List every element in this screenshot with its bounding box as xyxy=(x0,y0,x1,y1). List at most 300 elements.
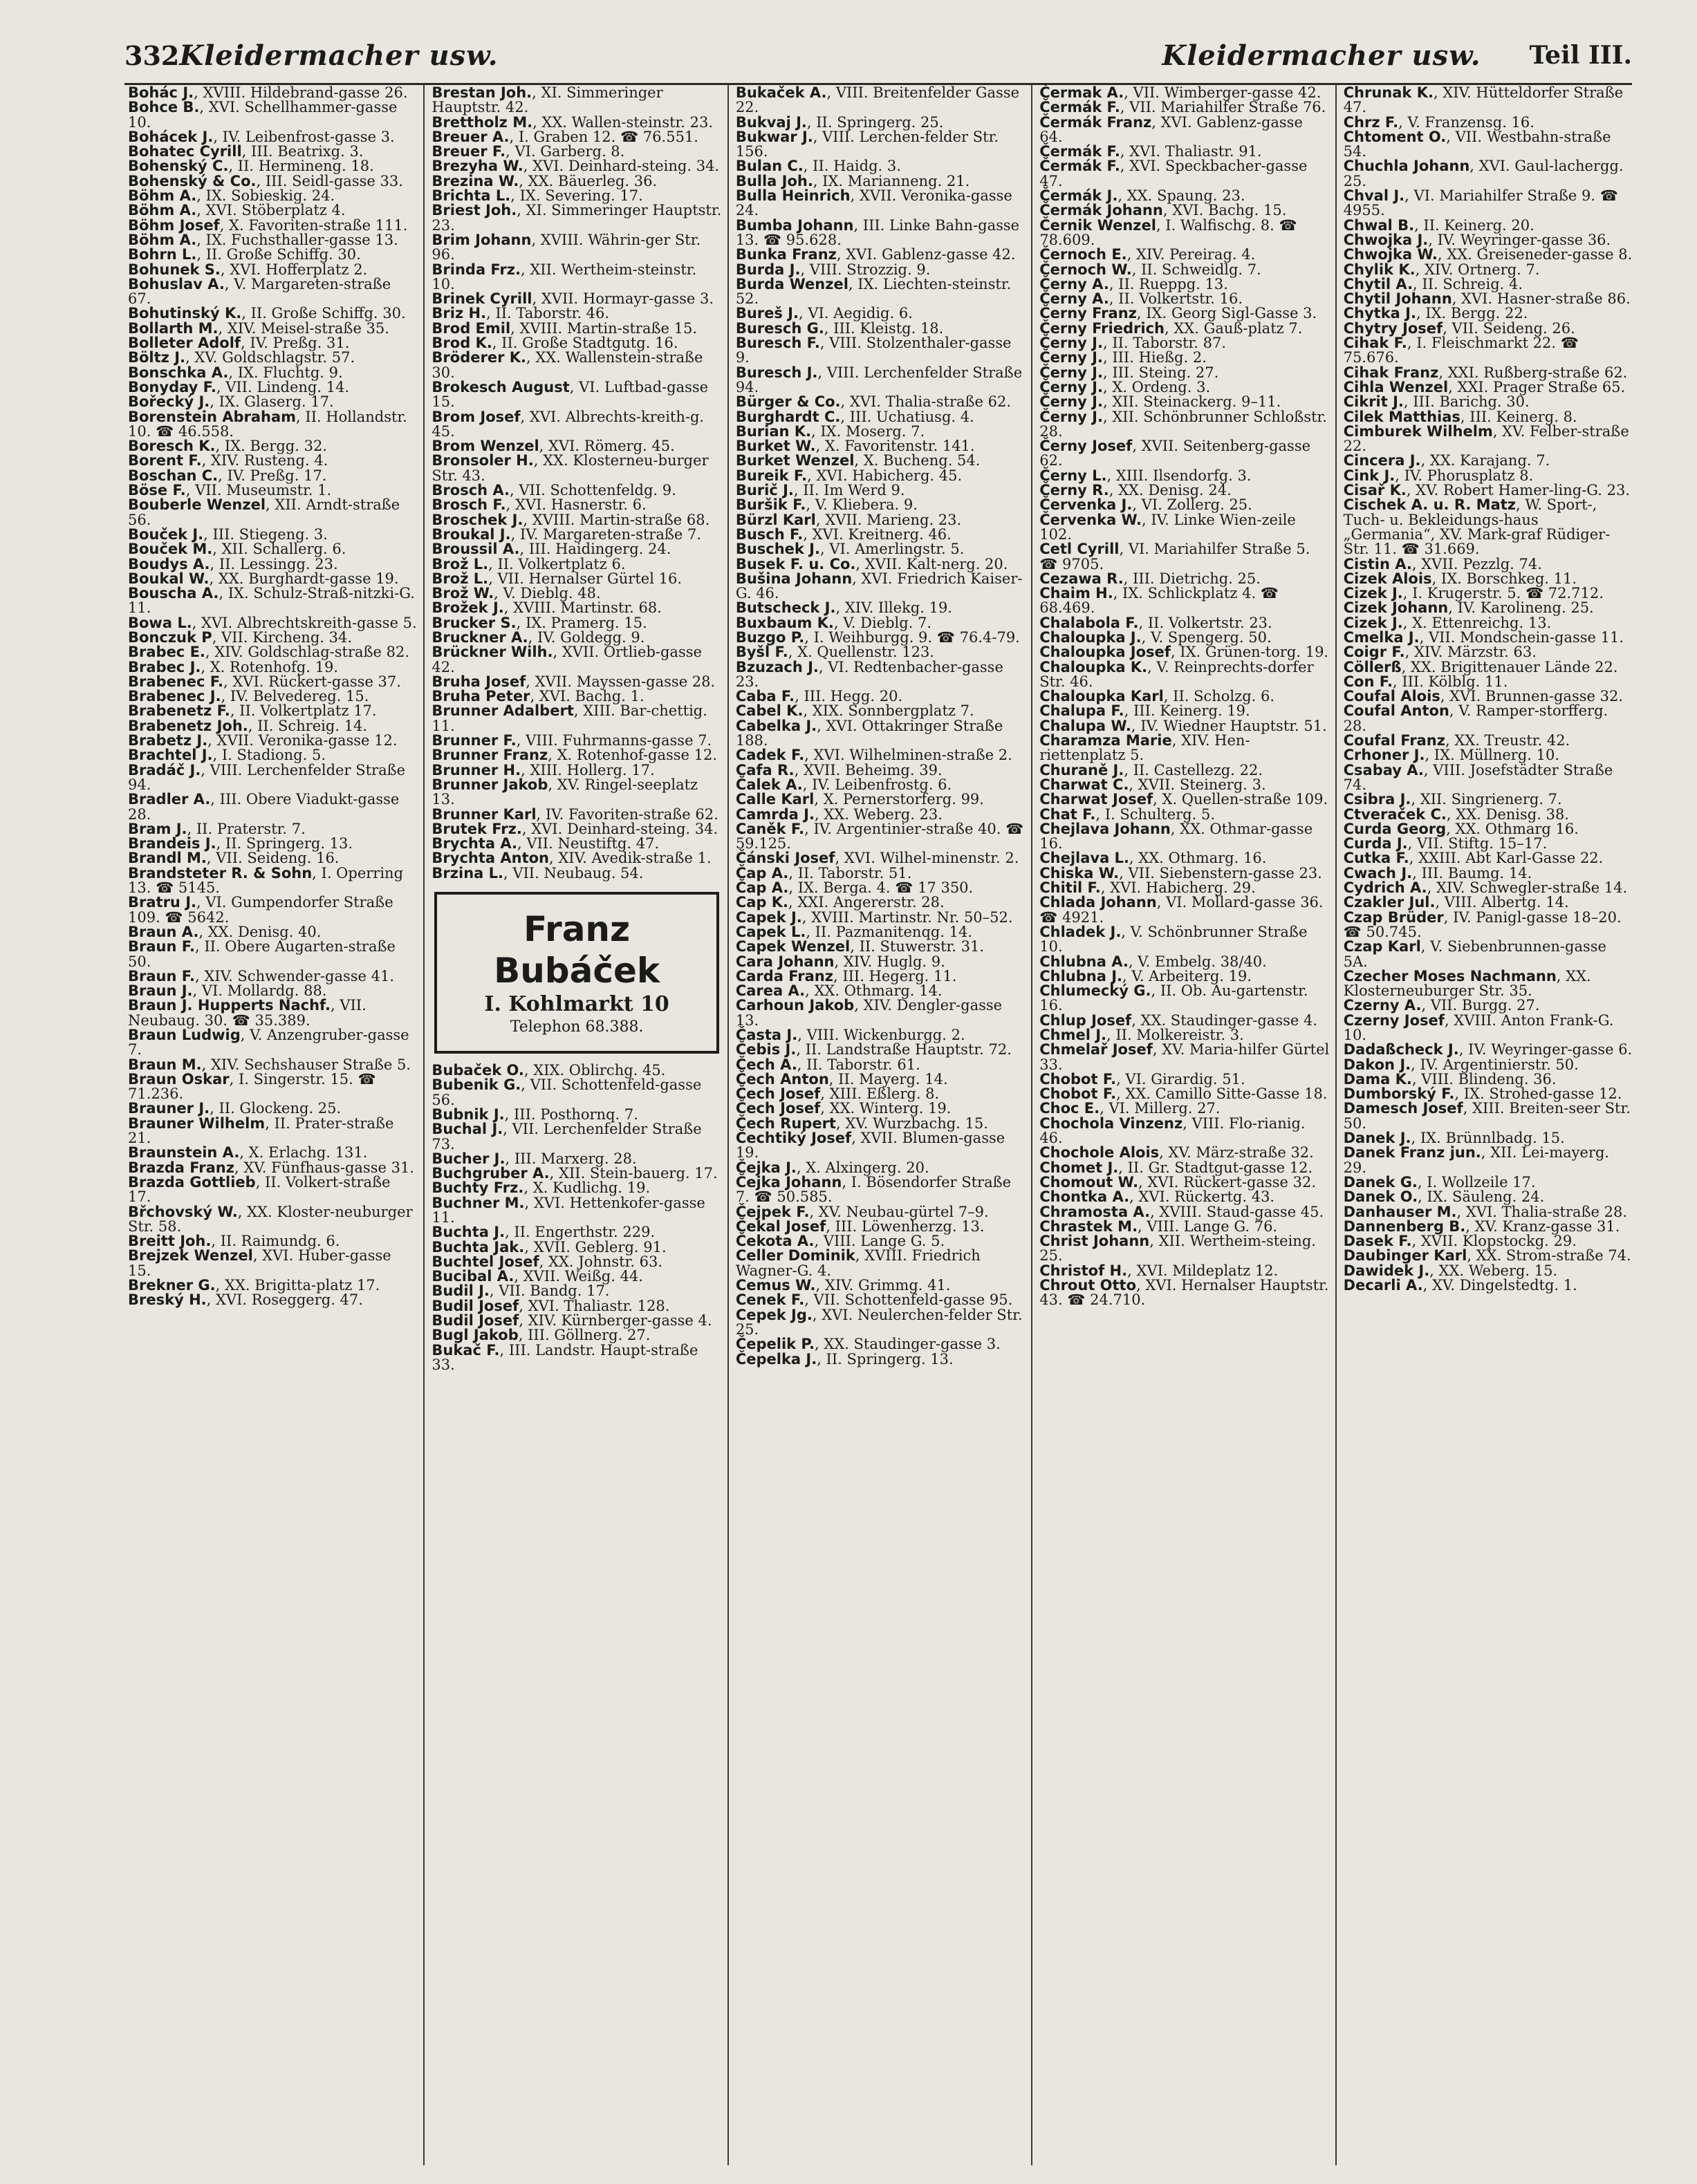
entry-name: Bratru J. xyxy=(128,894,196,911)
entry-name: Čermak A. xyxy=(1039,84,1124,101)
directory-entry xyxy=(432,86,721,115)
entry-name: Cimburek Wilhelm xyxy=(1343,422,1493,440)
entry-address: , XXIII. Abt Karl-Gasse 22. xyxy=(1409,850,1604,867)
entry-name: Bradáč J. xyxy=(128,761,201,778)
directory-entry xyxy=(736,263,1026,277)
entry-name: Chuchla Johann xyxy=(1343,158,1470,175)
entry-address: , XVIII. Martin-straße 15. xyxy=(510,319,698,337)
entry-name: Braunstein A. xyxy=(128,1144,240,1161)
entry-name: Brejzek Wenzel xyxy=(128,1247,253,1264)
directory-entry xyxy=(128,203,418,218)
directory-entry xyxy=(128,822,418,837)
directory-entry xyxy=(128,100,418,130)
entry-name: Bunka Franz xyxy=(735,246,837,263)
directory-entry xyxy=(1344,1205,1633,1220)
directory-entry xyxy=(1039,1087,1329,1101)
entry-name: Churaně J. xyxy=(1039,761,1124,778)
directory-entry xyxy=(1039,203,1329,218)
entry-address: , X. Favoriten-straße 111. xyxy=(219,216,408,234)
entry-name: Brandeis J. xyxy=(128,835,216,852)
entry-address: , II. Große Stadtgutg. 16. xyxy=(492,335,678,352)
entry-address: , IV. Linke Wien-zeile 102. xyxy=(1039,511,1296,543)
directory-entry xyxy=(736,866,1026,881)
entry-address: , XX. Strom-straße 74. xyxy=(1467,1247,1631,1264)
entry-address: , IV. Phorusplatz 8. xyxy=(1395,467,1534,484)
entry-name: Bouček J. xyxy=(128,525,204,543)
entry-name: Buresch J. xyxy=(735,364,818,381)
directory-entry xyxy=(432,513,721,528)
directory-entry xyxy=(128,498,418,528)
entry-address: , VIII. Stolzenthaler-gasse 9. xyxy=(735,335,1012,366)
entry-address: , XVIII. Anton Frank-G. 10. xyxy=(1343,1011,1614,1043)
entry-name: Cihak F. xyxy=(1343,335,1407,352)
entry-address: , X. Ordeng. 3. xyxy=(1102,378,1211,395)
directory-entry xyxy=(1039,439,1329,469)
entry-address: , XX. Brigitta-platz 17. xyxy=(215,1277,380,1294)
directory-entry xyxy=(128,675,418,689)
entry-name: Breský H. xyxy=(128,1291,207,1309)
entry-name: Buchty Frz. xyxy=(432,1179,524,1197)
directory-entry xyxy=(432,336,721,351)
entry-name: Červenka W. xyxy=(1039,511,1142,528)
entry-address: , VI. Mariahilfer Straße 9. ☎ 4955. xyxy=(1343,187,1618,219)
directory-entry xyxy=(128,218,418,233)
entry-name: Böhm Josef xyxy=(128,216,220,234)
directory-entry xyxy=(432,1166,721,1181)
directory-entry xyxy=(1344,1234,1633,1249)
directory-entry xyxy=(1343,1011,1633,1043)
entry-name: Boukal W. xyxy=(128,570,210,587)
directory-entry xyxy=(1344,822,1633,837)
entry-name: Cincera J. xyxy=(1343,452,1421,469)
entry-address: , XX. Greiseneder-gasse 8. xyxy=(1437,246,1633,263)
directory-entry xyxy=(1344,218,1633,233)
entry-name: Brazda Gottlieb xyxy=(128,1173,256,1191)
entry-address: , VII. Hernalser Gürtel 16. xyxy=(488,570,683,587)
directory-entry xyxy=(1039,881,1329,895)
entry-address: , VI. Garberg. 8. xyxy=(506,143,625,160)
directory-entry xyxy=(1039,542,1329,572)
directory-entry xyxy=(735,908,1026,926)
entry-address: , III. Posthornq. 7. xyxy=(504,1105,638,1123)
directory-entry xyxy=(1344,866,1633,881)
entry-name: Bubaček O. xyxy=(432,1062,524,1079)
entry-address: , I. Bösendorfer Straße 7. ☎ 50.585. xyxy=(735,1173,1012,1206)
entry-address: , VIII. Albertg. 14. xyxy=(1435,894,1569,911)
entry-address: , XVI. Deinhard-steing. 34. xyxy=(523,158,720,175)
entry-name: Bubnik J. xyxy=(432,1105,505,1123)
entry-name: Bukač F. xyxy=(432,1341,500,1359)
entry-address: , XVI. Friedrich Kaiser-G. 46. xyxy=(735,570,1023,602)
entry-name: Bušina Johann xyxy=(735,570,853,587)
entry-name: Brückner Wilh. xyxy=(432,644,553,661)
entry-address: , III. Keinerg. 8. xyxy=(1460,408,1577,425)
entry-address: , VIII. Lange G. 76. xyxy=(1138,1217,1278,1235)
entry-name: Bucher J. xyxy=(432,1150,506,1167)
entry-address: , XII. Steinackerg. 9–11. xyxy=(1102,393,1281,411)
entry-name: Charwat C. xyxy=(1039,776,1129,793)
entry-address: , II. Springerg. 13. xyxy=(216,835,353,852)
entry-address: , IV. Belvedereg. 15. xyxy=(221,688,369,705)
entry-name: Čermák J. xyxy=(1039,187,1118,205)
entry-address: , VIII. Josefstädter Straße 74. xyxy=(1343,761,1613,793)
directory-entry xyxy=(128,542,418,557)
entry-name: Brazda Franz xyxy=(128,1159,234,1176)
entry-address: , VI. Mollardg. 88. xyxy=(192,982,327,1000)
column-1 xyxy=(121,84,425,2165)
entry-address: , VII. Westbahn-straße 54. xyxy=(1343,128,1611,160)
directory-entry xyxy=(1039,1205,1329,1220)
entry-name: Breuer F. xyxy=(432,143,506,160)
directory-entry xyxy=(432,1225,721,1240)
directory-entry xyxy=(1039,763,1329,778)
directory-entry xyxy=(128,704,418,718)
running-title-left: Kleidermacher usw. xyxy=(179,39,499,72)
entry-name: Čebis J. xyxy=(735,1041,797,1058)
entry-address: , I. Stadiong. 5. xyxy=(212,747,326,764)
entry-name: Buchta Jak. xyxy=(432,1238,525,1256)
entry-name: Brim Johann xyxy=(432,231,532,248)
directory-entry xyxy=(128,925,418,940)
entry-address: , II. Obere Augarten-straße 50. xyxy=(128,938,396,970)
directory-entry xyxy=(1039,306,1329,321)
entry-address: , XIV. Schwegler-straße 14. xyxy=(1427,879,1628,897)
directory-entry xyxy=(1039,321,1329,336)
entry-address: , IX. Brünnlbadg. 15. xyxy=(1411,1130,1565,1147)
directory-entry xyxy=(736,851,1026,866)
directory-entry xyxy=(736,174,1026,189)
entry-address: , II. Gr. Stadtgut-gasse 12. xyxy=(1118,1159,1313,1176)
entry-address: , XV. Fünfhaus-gasse 31. xyxy=(234,1159,414,1176)
directory-entry xyxy=(128,410,418,440)
directory-entry xyxy=(1343,805,1633,823)
entry-name: Chrout Otto xyxy=(1039,1277,1137,1294)
directory-entry xyxy=(1039,498,1329,512)
entry-address: , XV. Dingelstedtg. 1. xyxy=(1422,1277,1577,1294)
directory-entry xyxy=(432,805,721,823)
entry-address: , XV. Felber-straße 22. xyxy=(1343,422,1629,455)
entry-address: , II. Volkertplatz 17. xyxy=(230,702,377,720)
entry-address: , III. Obere Viadukt-gasse 28. xyxy=(128,791,400,823)
entry-name: Boresch K. xyxy=(128,438,216,455)
directory-entry xyxy=(736,469,1026,483)
entry-name: Calle Karl xyxy=(735,791,815,808)
entry-name: Chytil A. xyxy=(1343,275,1413,292)
entry-address: , XVI. Albrechtskreith-gasse 5. xyxy=(192,614,417,631)
entry-address: , IX. Schlickplatz 4. ☎ 68.469. xyxy=(1039,585,1279,617)
directory-entry xyxy=(128,557,418,572)
entry-address: , X. Alxingerg. 20. xyxy=(796,1159,929,1176)
directory-entry xyxy=(128,1161,418,1175)
directory-entry xyxy=(1344,86,1633,115)
directory-entry xyxy=(128,248,418,262)
entry-address: , XVI. Huber-gasse 15. xyxy=(128,1247,391,1279)
directory-entry xyxy=(432,1122,721,1152)
directory-entry xyxy=(1344,366,1633,380)
entry-name: Bulla Joh. xyxy=(735,172,813,189)
directory-entry xyxy=(432,292,721,306)
entry-name: Cizek J. xyxy=(1343,614,1403,631)
entry-address: , VI. Mariahilfer Straße 5. ☎ 9705. xyxy=(1039,541,1310,572)
directory-entry xyxy=(128,1146,418,1160)
entry-address: , VI. Aegidig. 6. xyxy=(798,305,913,322)
entry-name: Chaloupka K. xyxy=(1039,658,1148,675)
directory-entry xyxy=(128,263,418,277)
entry-name: Cizek J. xyxy=(1343,585,1403,602)
entry-address: , VII. Schottenfeldg. 9. xyxy=(510,482,676,499)
directory-entry xyxy=(432,837,721,851)
directory-entry xyxy=(432,851,721,866)
entry-address: , I. Singerstr. 15. ☎ 71.236. xyxy=(128,1070,376,1103)
entry-name: Carea A. xyxy=(735,982,806,1000)
entry-address: , XII. Schallerg. 6. xyxy=(212,541,346,558)
entry-address: , II. Scholzg. 6. xyxy=(1163,688,1275,705)
directory-entry xyxy=(1344,498,1633,557)
entry-name: Cabel K. xyxy=(735,702,804,720)
directory-entry xyxy=(1039,1028,1329,1043)
entry-address: , XVII. Geblerg. 91. xyxy=(524,1238,667,1256)
directory-entry xyxy=(1344,469,1633,483)
directory-entry xyxy=(736,395,1026,409)
directory-entry xyxy=(128,380,418,395)
entry-name: Brychta A. xyxy=(432,835,517,852)
entry-address: , XVI. Wilhel-minenstr. 2. xyxy=(835,850,1019,867)
entry-address: , I. Schulterg. 5. xyxy=(1095,805,1215,823)
directory-entry xyxy=(1039,955,1329,969)
entry-name: Budil Josef xyxy=(432,1297,519,1314)
directory-entry xyxy=(736,704,1026,718)
entry-name: Chwal B. xyxy=(1343,216,1415,234)
entry-name: Brod K. xyxy=(432,335,492,352)
entry-address: , XVI. Hasner-straße 86. xyxy=(1452,290,1631,308)
running-title-right: Kleidermacher usw. xyxy=(1162,39,1481,72)
entry-address: , II. Glockeng. 25. xyxy=(210,1100,342,1117)
entry-address: , I. Operring 13. ☎ 5145. xyxy=(128,864,404,897)
entry-name: Černy J. xyxy=(1039,408,1103,425)
entry-address: , II. Große Schiffg. 30. xyxy=(241,305,406,322)
directory-entry xyxy=(1344,572,1633,586)
entry-address: , II. Castellezg. 22. xyxy=(1124,761,1263,778)
entry-name: Czerny Josef xyxy=(1343,1011,1445,1029)
entry-address: , W. Sport-, Tuch- u. Bekleidungs-haus „Germania“, XV. Mark-graf Rüdiger-Str. 11. ☎ 31.669. xyxy=(1343,496,1611,558)
entry-address: , II. Große Schiffg. 30. xyxy=(196,246,361,263)
directory-entry xyxy=(128,734,418,748)
directory-entry xyxy=(1039,895,1329,925)
directory-entry xyxy=(1039,572,1329,586)
entry-name: Brabetz J. xyxy=(128,732,208,749)
entry-name: Bonczuk P xyxy=(128,628,212,646)
directory-entry xyxy=(1039,734,1329,763)
entry-address: , XIII. Eßlerg. 8. xyxy=(820,1085,940,1103)
directory-entry xyxy=(736,366,1026,395)
entry-address: , II. Prater-straße 21. xyxy=(128,1114,394,1147)
directory-entry xyxy=(735,805,1026,823)
entry-name: Bohatec Cyrill xyxy=(128,143,242,160)
entry-address: , VI. Girardig. 51. xyxy=(1116,1070,1245,1088)
entry-name: Cepek Jg. xyxy=(735,1306,813,1323)
directory-entry xyxy=(736,1352,1026,1367)
entry-address: , XVI. Gablenz-gasse 64. xyxy=(1039,113,1303,145)
directory-entry xyxy=(1039,1175,1329,1190)
entry-address: , XVI. Bachg. 15. xyxy=(1162,202,1287,219)
directory-entry xyxy=(1039,1278,1329,1308)
entry-name: Coufal Alois xyxy=(1343,688,1440,705)
entry-name: Buxbaum K. xyxy=(735,614,834,631)
directory-entry xyxy=(1039,822,1329,852)
directory-entry xyxy=(1039,645,1329,660)
entry-address: , VIII. Lerchenfelder Straße 94. xyxy=(128,761,406,793)
directory-entry xyxy=(736,1249,1026,1278)
entry-name: Chmel J. xyxy=(1039,1027,1107,1043)
entry-name: Brunner Adalbert xyxy=(432,702,574,720)
entry-name: Budil J. xyxy=(432,1282,490,1300)
entry-address: , II. Taborstr. 51. xyxy=(788,864,912,881)
entry-address: , IX. Borschkeg. 11. xyxy=(1431,570,1577,587)
entry-address: , VII. Neubaug. 54. xyxy=(503,864,644,881)
directory-entry xyxy=(432,689,721,704)
entry-name: Con F. xyxy=(1343,673,1393,690)
directory-entry xyxy=(432,1078,721,1108)
entry-name: Chylik K. xyxy=(1343,261,1416,278)
entry-name: Bürger & Co. xyxy=(735,393,841,411)
directory-entry xyxy=(432,616,721,631)
directory-entry xyxy=(1039,1264,1329,1278)
directory-entry xyxy=(1344,1058,1633,1072)
entry-address: , XVIII. Martinstr. Nr. 50–52. xyxy=(801,908,1013,926)
entry-address: , IV. Panigl-gasse 18–20. ☎ 50.745. xyxy=(1343,908,1622,940)
entry-name: Danek Franz jun. xyxy=(1343,1144,1481,1161)
entry-name: Borenstein Abraham xyxy=(128,408,297,425)
directory-entry xyxy=(1039,100,1329,115)
entry-name: Bruckner A. xyxy=(432,628,528,646)
entry-name: Chwojka W. xyxy=(1343,246,1438,263)
entry-name: Bohenský C. xyxy=(128,158,229,175)
directory-entry xyxy=(1344,881,1633,895)
entry-name: Čermák F. xyxy=(1039,143,1120,160)
entry-address: , XX. Gauß-platz 7. xyxy=(1164,319,1303,337)
entry-name: Bohác J. xyxy=(128,84,194,101)
ad-address: I. Kohlmarkt 10 xyxy=(484,992,669,1017)
entry-name: Caněk F. xyxy=(735,820,805,837)
entry-name: Brunner Franz xyxy=(432,747,548,764)
entry-name: Braun F. xyxy=(128,938,195,955)
directory-entry xyxy=(1039,1043,1329,1072)
directory-entry xyxy=(736,321,1026,336)
entry-name: Čap A. xyxy=(735,864,789,881)
directory-entry xyxy=(128,1234,418,1249)
entry-name: Curda J. xyxy=(1343,835,1408,852)
entry-address: , IV. Favoriten-straße 62. xyxy=(536,805,718,823)
directory-entry xyxy=(432,1181,721,1195)
entry-address: , XV. Neubau-gürtel 7–9. xyxy=(809,1203,989,1220)
entry-name: Busch F. xyxy=(735,525,804,543)
entry-address: , XVI. Stöberplatz 4. xyxy=(196,202,346,219)
directory-entry xyxy=(128,660,418,675)
entry-name: Charamza Marie xyxy=(1039,732,1172,749)
entry-address: , XIV. Ortnerg. 7. xyxy=(1415,261,1540,278)
ad-company-name: Franz Bubáček xyxy=(494,909,660,991)
directory-entry xyxy=(432,1105,721,1123)
entry-name: Černy J. xyxy=(1039,364,1103,381)
directory-entry xyxy=(736,277,1026,307)
entry-name: Brosch A. xyxy=(432,482,510,499)
entry-name: Chejlava L. xyxy=(1039,850,1129,867)
entry-address: , II. Springerg. 13. xyxy=(817,1350,954,1368)
entry-address: , III. Baumg. 14. xyxy=(1412,864,1532,881)
entry-address: , XXI. Rußberg-straße 62. xyxy=(1438,364,1628,381)
entry-address: , XV. Wurzbachg. 15. xyxy=(835,1114,988,1132)
entry-address: , V. Dieblg. 7. xyxy=(833,614,932,631)
directory-entry xyxy=(736,969,1026,984)
entry-address: , IX. Marianneng. 21. xyxy=(813,172,970,189)
ad-telephone: Telephon 68.388. xyxy=(510,1018,644,1036)
entry-name: Cemus W. xyxy=(735,1277,816,1294)
entry-address: , XX. Othmarg. 16. xyxy=(1129,850,1267,867)
entry-address: , XVIII. Staud-gasse 45. xyxy=(1150,1203,1324,1220)
directory-entry xyxy=(128,998,418,1028)
entry-name: Chiska W. xyxy=(1039,864,1120,881)
entry-name: Chlubna J. xyxy=(1039,967,1122,984)
entry-name: Černy R. xyxy=(1039,482,1109,499)
entry-address: , XX. Camillo Sitte-Gasse 18. xyxy=(1116,1085,1328,1103)
entry-name: Czap Brüder xyxy=(1343,908,1444,926)
directory-entry xyxy=(128,525,418,543)
entry-address: , IX. Moserg. 7. xyxy=(811,422,925,440)
directory-entry xyxy=(432,704,721,734)
entry-address: , XX. Bäuerleg. 36. xyxy=(519,172,658,189)
directory-entry xyxy=(128,719,418,734)
directory-entry xyxy=(736,881,1026,895)
entry-name: Braun Ludwig xyxy=(128,1027,241,1043)
directory-entry xyxy=(1039,792,1329,807)
entry-address: , III. Marxerg. 28. xyxy=(505,1150,637,1167)
entry-address: , V. Franzensg. 16. xyxy=(1398,113,1534,131)
entry-address: , I. Graben 12. ☎ 76.551. xyxy=(509,128,698,145)
entry-name: Brezina W. xyxy=(432,172,519,189)
entry-name: Bořecký J. xyxy=(128,393,210,411)
entry-name: Čech A. xyxy=(735,1056,797,1073)
entry-name: Chaloupka Karl xyxy=(1039,688,1164,705)
entry-address: , II. Keinerg. 20. xyxy=(1414,216,1534,234)
directory-entry xyxy=(432,1299,721,1314)
entry-address: , XIV. Sechshauser Straße 5. xyxy=(201,1056,411,1073)
entry-name: Dakon J. xyxy=(1343,1056,1411,1073)
entry-name: Charwat Josef xyxy=(1039,791,1153,808)
directory-entry xyxy=(736,660,1026,690)
directory-entry xyxy=(128,144,418,159)
directory-entry xyxy=(432,410,721,440)
entry-name: Danek G. xyxy=(1343,1173,1418,1191)
column-2 xyxy=(425,84,728,2165)
entry-name: Čejpek F. xyxy=(735,1203,810,1220)
entry-address: , VI. Amerlingstr. 5. xyxy=(819,541,965,558)
directory-entry xyxy=(1344,1264,1633,1278)
entry-address: , XIV. Rusteng. 4. xyxy=(201,452,328,469)
entry-address: , XVI. Hasnerstr. 6. xyxy=(506,496,647,514)
entry-name: Cilek Matthias xyxy=(1343,408,1460,425)
entry-address: , XII. Schönbrunner Schloßstr. 28. xyxy=(1039,408,1327,440)
directory-entry xyxy=(128,792,418,822)
entry-name: Brosch F. xyxy=(432,496,506,514)
entry-name: Braun F. xyxy=(128,967,195,984)
directory-entry xyxy=(1039,616,1329,631)
directory-entry xyxy=(432,1063,721,1078)
directory-entry xyxy=(1344,1072,1633,1087)
directory-entry xyxy=(128,1028,418,1058)
entry-address: , XVI. Rückert-gasse 37. xyxy=(223,673,401,690)
directory-entry xyxy=(1344,336,1633,366)
directory-entry xyxy=(735,525,1026,543)
